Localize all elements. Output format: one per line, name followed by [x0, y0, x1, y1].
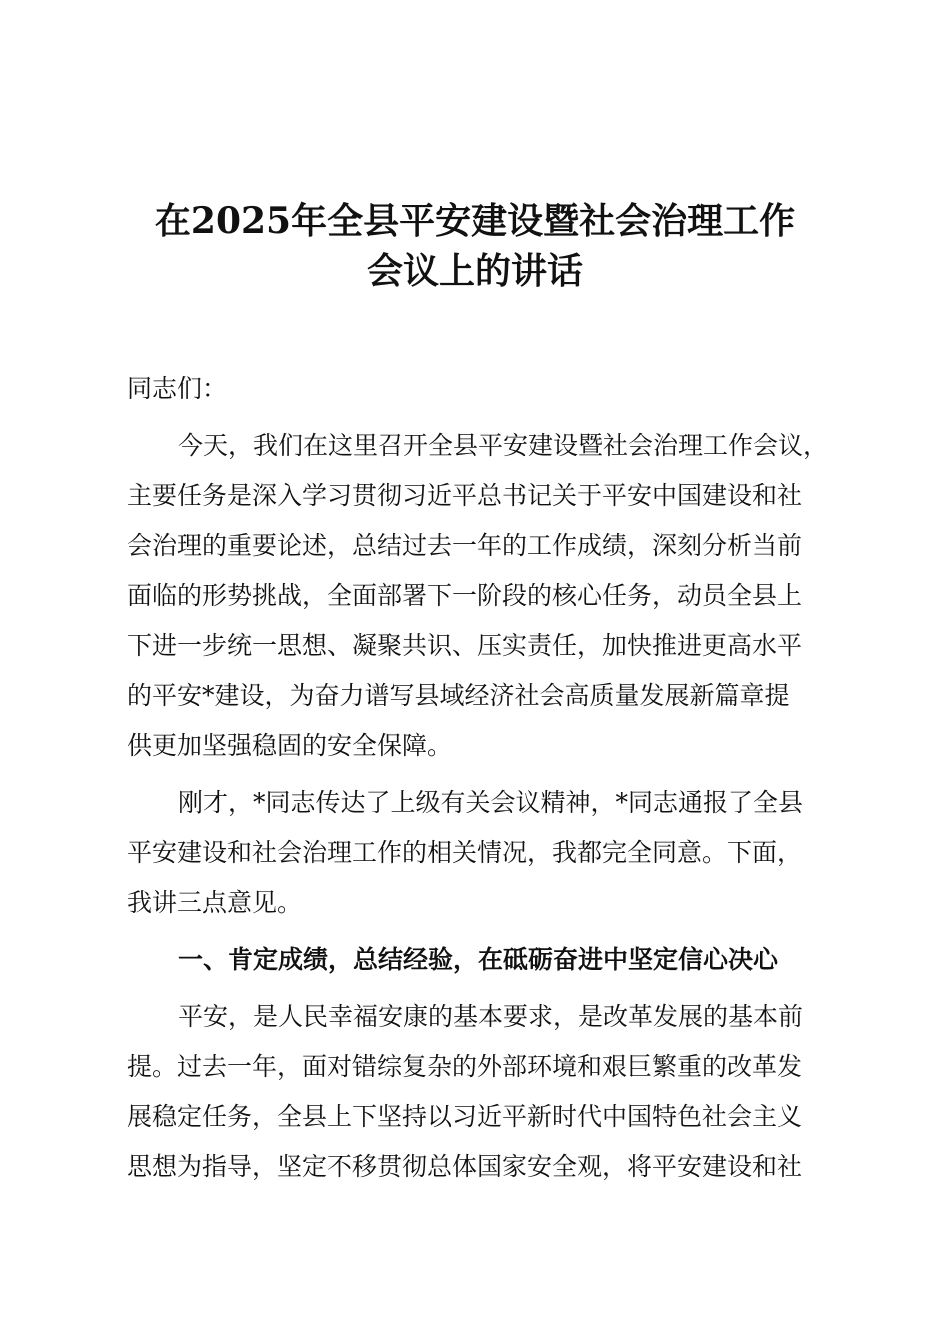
text-line: 刚才，*同志传达了上级有关会议精神，*同志通报了全县 [178, 788, 804, 817]
text-line: 下进一步统一思想、凝聚共识、压实责任，加快推进更高水平 [127, 631, 803, 660]
text-line: 会治理的重要论述，总结过去一年的工作成绩，深刻分析当前 [127, 531, 803, 560]
text-line: 今天，我们在这里召开全县平安建设暨社会治理工作会议， [178, 431, 829, 460]
text-line: 主要任务是深入学习贯彻习近平总书记关于平安中国建设和社 [127, 481, 803, 510]
paragraph-remarks [127, 778, 827, 928]
section-heading: 一、肯定成绩，总结经验，在砥砺奋进中坚定信心决心 [178, 945, 779, 974]
text-line: 平安建设和社会治理工作的相关情况，我都完全同意。下面， [127, 838, 803, 867]
text-line: 平安，是人民幸福安康的基本要求，是改革发展的基本前 [178, 1002, 804, 1031]
title-line: 会议上的讲话 [366, 250, 583, 292]
salutation: 同志们： [127, 374, 228, 403]
document-title [0, 196, 950, 296]
text-line: 思想为指导，坚定不移贯彻总体国家安全观，将平安建设和社 [127, 1152, 803, 1181]
text-line: 提。过去一年，面对错综复杂的外部环境和艰巨繁重的改革发 [127, 1052, 803, 1081]
text-line: 供更加坚强稳固的安全保障。 [127, 731, 453, 760]
text-line: 展稳定任务，全县上下坚持以习近平新时代中国特色社会主义 [127, 1102, 803, 1131]
text-line: 的平安*建设，为奋力谱写县域经济社会高质量发展新篇章提 [127, 681, 790, 710]
text-line: 面临的形势挑战，全面部署下一阶段的核心任务，动员全县上 [127, 581, 803, 610]
paragraph-section-one [127, 992, 827, 1192]
title-line: 在2025年全县平安建设暨社会治理工作 [154, 200, 796, 242]
paragraph-intro [127, 421, 827, 771]
text-line: 我讲三点意见。 [127, 888, 303, 917]
document-body [127, 364, 827, 1199]
